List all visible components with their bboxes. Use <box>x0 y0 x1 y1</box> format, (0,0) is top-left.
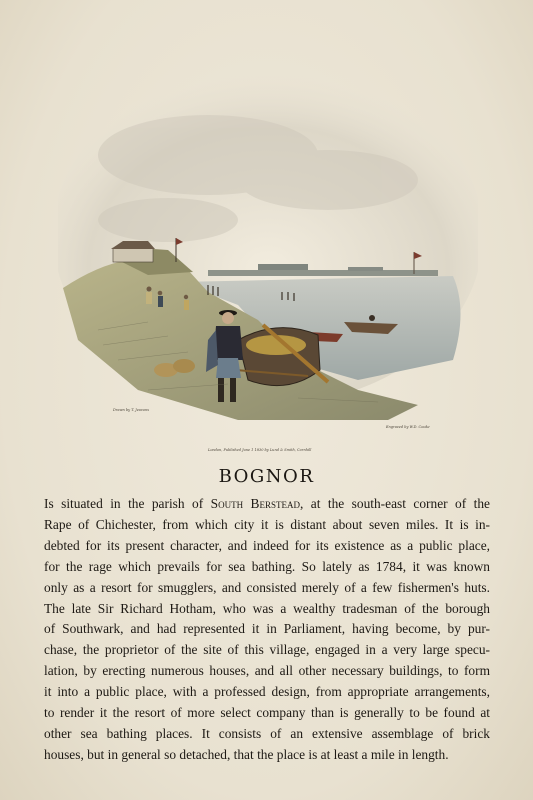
text-line: The late Sir Richard Hotham, who was a wealthy tradesman of the borough <box>44 600 490 616</box>
text-line: only as a resort for smugglers, and consisted merely of a few fishermen's huts. <box>44 579 490 595</box>
page-title: BOGNOR <box>218 466 315 487</box>
text-line: other sea bathing places. It consists of an extensive assemblage of brick <box>44 725 490 741</box>
publication-credit: London, Published June 1 1830 by Lund & Smith, Cornhill <box>208 448 312 452</box>
engraved-by-credit: Engraved by W.D. Cooke <box>386 425 430 429</box>
text-line: of Southwark, and had represented it in Parliament, having become, by pur- <box>44 621 490 637</box>
engraving-illustration <box>58 60 478 435</box>
distant-town <box>208 270 438 276</box>
text-line: houses, but in general so detached, that the place is at least a mile in length. <box>44 746 449 762</box>
drawn-by-credit: Drawn by T. Jeavons <box>113 408 149 412</box>
text-line: to render it the resort of more select company than is generally to be found at <box>44 705 490 721</box>
body-paragraph <box>44 494 490 766</box>
text-line: Rape of Chichester, from which city it is distant about seven miles. It is in- <box>44 516 490 532</box>
text-line: it into a public place, with a professed design, from appropriate arrangements, <box>44 684 490 700</box>
text-line: Is situated in the parish of South Berstead, at the south-east corner of the <box>44 496 490 511</box>
text-line: debted for its present character, and indeed for its existence as a public place, <box>44 537 490 553</box>
place-name: South Berstead <box>210 496 300 511</box>
text-line: chase, the proprietor of the site of this village, engaged in a very large specu- <box>44 642 490 658</box>
text-line: lation, by erecting numerous houses, and all other necessary buildings, to form <box>44 663 490 679</box>
text-line: for the rage which prevails for sea bathing. So lately as 1784, it was known <box>44 558 490 574</box>
